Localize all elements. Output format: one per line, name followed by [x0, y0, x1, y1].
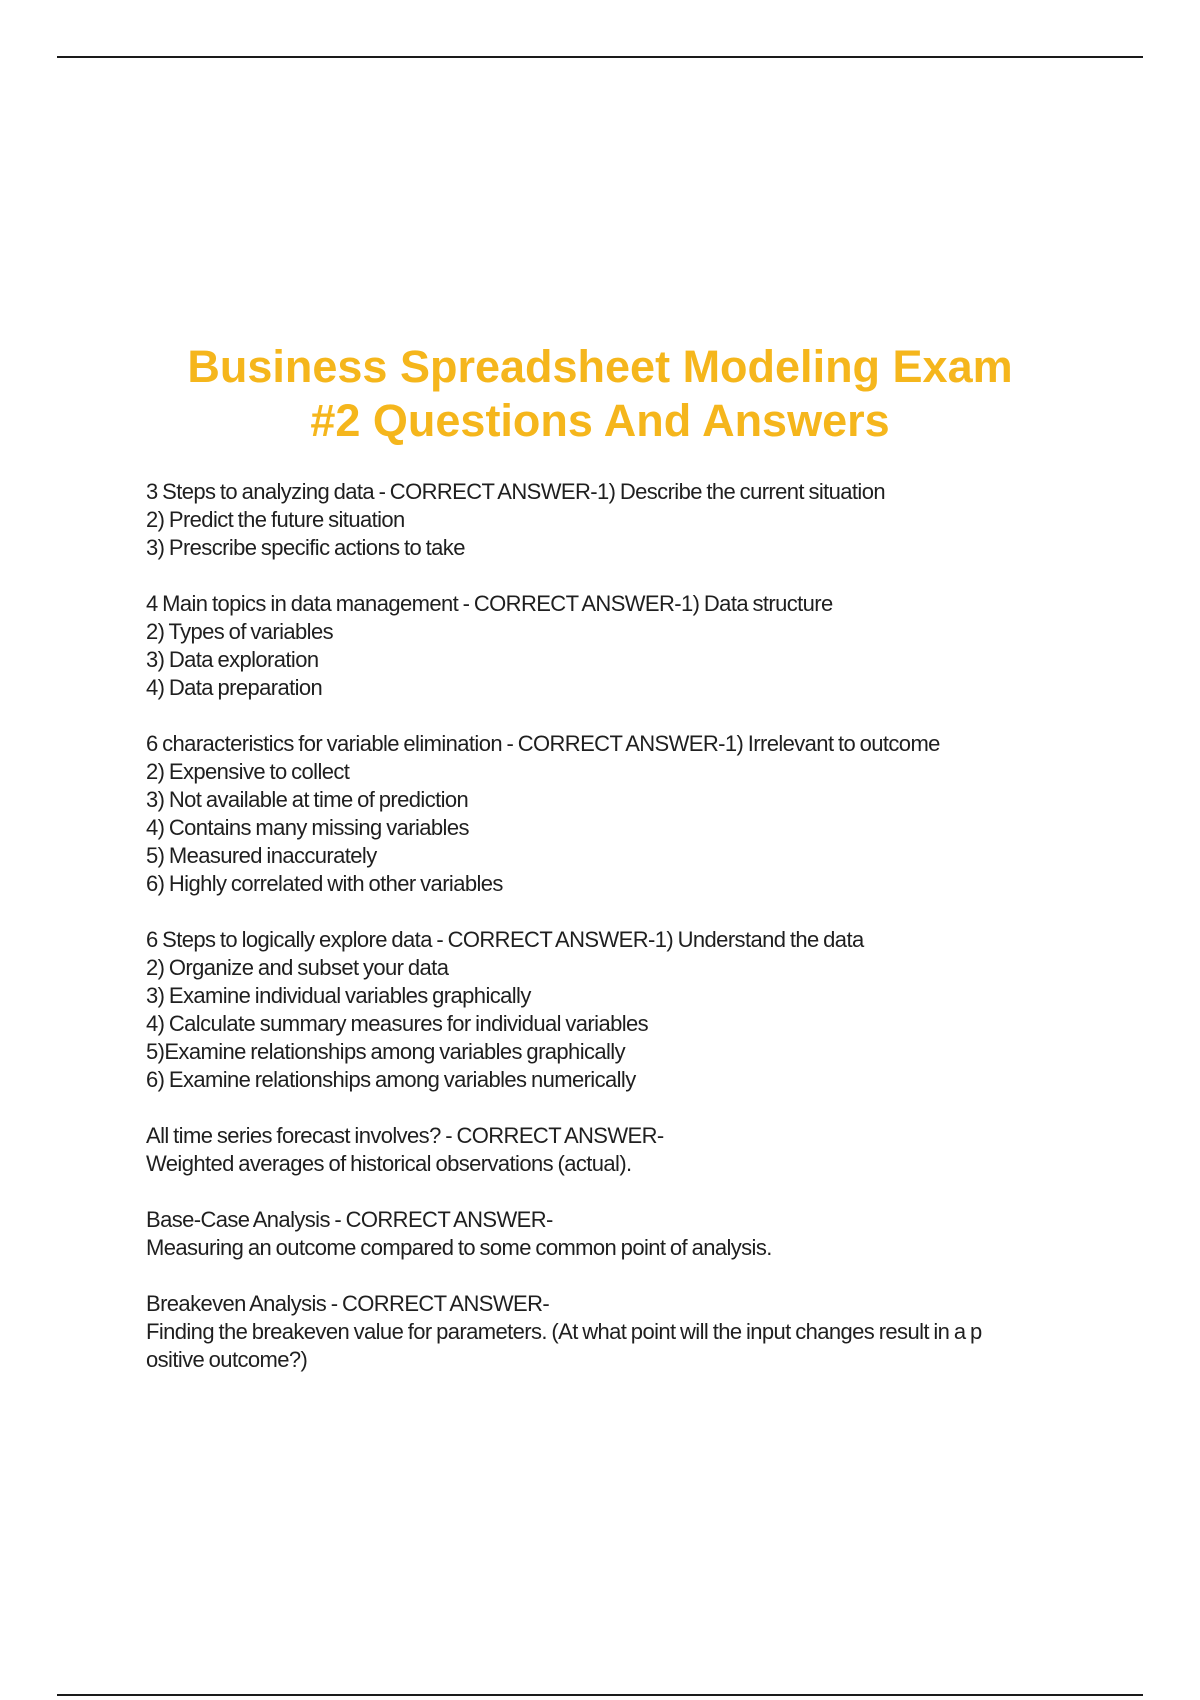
qa-line: 2) Organize and subset your data	[146, 955, 449, 980]
qa-line: 4) Data preparation	[146, 675, 323, 700]
qa-line: Finding the breakeven value for parameters. (At what point will the input changes result in a p	[146, 1319, 982, 1344]
qa-entry-analyzing-data	[146, 478, 1096, 562]
qa-line: 4) Calculate summary measures for individual variables	[146, 1011, 649, 1036]
qa-line: 3) Data exploration	[146, 647, 319, 672]
qa-line: 6) Highly correlated with other variables	[146, 871, 503, 896]
qa-entry-variable-elimination	[146, 730, 1096, 898]
qa-line: 3) Not available at time of prediction	[146, 787, 469, 812]
footer-rule	[57, 1694, 1143, 1696]
qa-entry-base-case	[146, 1206, 1096, 1262]
qa-list	[146, 478, 1096, 1402]
qa-line: Measuring an outcome compared to some common point of analysis.	[146, 1235, 772, 1260]
title-line-2: #2 Questions And Answers	[310, 395, 890, 446]
qa-line: 6) Examine relationships among variables numerically	[146, 1067, 636, 1092]
qa-entry-data-management	[146, 590, 1096, 702]
qa-line: Base-Case Analysis - CORRECT ANSWER-	[146, 1207, 553, 1232]
qa-entry-time-series	[146, 1122, 1096, 1178]
qa-line: 2) Expensive to collect	[146, 759, 350, 784]
qa-line: 4 Main topics in data management - CORRECT ANSWER-1) Data structure	[146, 591, 833, 616]
qa-line: ositive outcome?)	[146, 1347, 308, 1372]
document-title	[100, 340, 1100, 448]
title-line-1: Business Spreadsheet Modeling Exam	[187, 341, 1013, 392]
qa-line: 4) Contains many missing variables	[146, 815, 469, 840]
header-rule	[57, 56, 1143, 58]
qa-entry-explore-data	[146, 926, 1096, 1094]
qa-line: 2) Predict the future situation	[146, 507, 405, 532]
qa-line: 6 characteristics for variable elimination - CORRECT ANSWER-1) Irrelevant to outcome	[146, 731, 940, 756]
qa-entry-breakeven	[146, 1290, 1096, 1374]
qa-line: Breakeven Analysis - CORRECT ANSWER-	[146, 1291, 550, 1316]
qa-line: 2) Types of variables	[146, 619, 333, 644]
qa-line: All time series forecast involves? - CORRECT ANSWER-	[146, 1123, 664, 1148]
qa-line: Weighted averages of historical observations (actual).	[146, 1151, 632, 1176]
qa-line: 3 Steps to analyzing data - CORRECT ANSWER-1) Describe the current situation	[146, 479, 885, 504]
qa-line: 3) Examine individual variables graphically	[146, 983, 531, 1008]
qa-line: 5) Measured inaccurately	[146, 843, 377, 868]
qa-line: 3) Prescribe specific actions to take	[146, 535, 465, 560]
qa-line: 5)Examine relationships among variables graphically	[146, 1039, 625, 1064]
qa-line: 6 Steps to logically explore data - CORRECT ANSWER-1) Understand the data	[146, 927, 864, 952]
